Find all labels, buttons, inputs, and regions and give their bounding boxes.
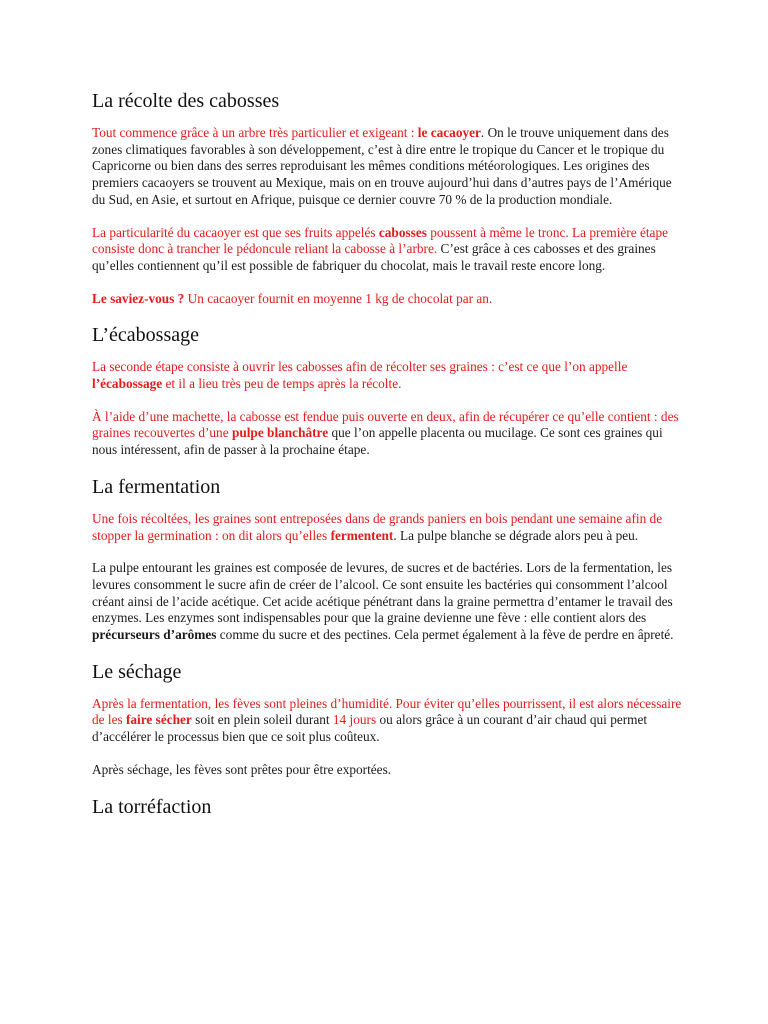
paragraph <box>92 125 682 209</box>
paragraph <box>92 359 682 392</box>
section-heading: La fermentation <box>92 475 221 498</box>
section-5 <box>92 795 682 819</box>
text-run: . La pulpe blanche se dégrade alors peu à peu. <box>393 527 639 543</box>
text-run: précurseurs d’arômes <box>92 627 217 643</box>
text-run: La seconde étape consiste à ouvrir les cabosses afin de récolter ses graines : c’est ce que l’on appelle <box>92 359 628 375</box>
text-run: Une fois récoltées, les graines sont entreposées dans de grands paniers en bois pendant une semaine afin de stopper la germination : on dit alors qu’elles <box>92 510 663 543</box>
text-run: Tout commence grâce à un arbre très particulier et exigeant : <box>92 125 418 140</box>
text-run: La particularité du cacaoyer est que ses fruits appelés <box>92 224 379 240</box>
section-heading: Le séchage <box>92 660 182 683</box>
text-run: poussent à même le tronc. La première étape consiste donc à trancher le pédoncule reliant la cabosse à l’arbre. <box>92 224 668 257</box>
text-run: cabosses <box>378 224 427 240</box>
document-body <box>92 89 682 831</box>
text-run: La pulpe entourant les graines est composée de levures, de sucres et de bactéries. Lors de la fermentation, les levures consomment le sucre afin de créer de l’alcool. Ce sont ensuite les bactéries qui consomment l’alcool créant ainsi de l’acide acétique. Cet acide acétique pénétrant dans la graine permettra d’entamer le travail des enzymes. Les enzymes sont indispensables pour que la graine devienne une fève : elle contient alors des <box>92 560 673 626</box>
section-3 <box>92 475 682 644</box>
section-heading: L’écabossage <box>92 324 199 347</box>
paragraph <box>92 762 682 779</box>
text-run: Un cacaoyer fournit en moyenne 1 kg de chocolat par an. <box>184 290 493 306</box>
section-1 <box>92 89 682 307</box>
paragraph <box>92 291 682 308</box>
paragraph <box>92 696 682 746</box>
section-4 <box>92 660 682 779</box>
text-run: fermentent <box>330 527 394 543</box>
text-run: faire sécher <box>125 712 192 728</box>
section-heading: La torréfaction <box>92 795 212 818</box>
text-run: 14 jours <box>332 712 377 728</box>
text-run: . On le trouve uniquement dans des zones climatiques favorables à son développement, c’est à dire entre le tropique du Cancer et le tropique du Capricorne ou bien dans des serres reproduisant les mêmes conditions météorologiques. Les origines des premiers cacaoyers se trouvent au Mexique, mais on en trouve aujourd’hui dans d’autres pays de l’Amérique du Sud, en Asie, et surtout en Afrique, puisque ce dernier couvre 70 % de la production mondiale. <box>92 125 672 207</box>
text-run: Après la fermentation, les fèves sont pleines d’humidité. Pour éviter qu’elles pourrissent, il est alors nécessaire de les <box>92 695 682 728</box>
text-run: que l’on appelle placenta ou mucilage. Ce sont ces graines qui nous intéressent, afin de passer à la prochaine étape. <box>92 425 663 458</box>
paragraph <box>92 409 682 459</box>
text-run: C’est grâce à ces cabosses et des graines qu’elles contiennent qu’il est possible de fabriquer du chocolat, mais le travail reste encore long. <box>92 241 656 273</box>
text-run: et il a lieu très peu de temps après la récolte. <box>162 376 402 392</box>
text-run: Le saviez-vous ? <box>92 290 185 306</box>
text-run: pulpe blanchâtre <box>231 425 329 441</box>
text-run: le cacaoyer <box>417 125 481 140</box>
text-run: ou alors grâce à un courant d’air chaud qui permet d’accélérer le processus bien que ce soit plus coûteux. <box>92 712 648 745</box>
section-2 <box>92 323 682 459</box>
paragraph <box>92 511 682 544</box>
section-heading: La récolte des cabosses <box>92 90 280 112</box>
text-run: soit en plein soleil durant <box>191 712 333 728</box>
paragraph <box>92 225 682 275</box>
text-run: l’écabossage <box>92 376 163 392</box>
paragraph <box>92 560 682 644</box>
text-run: Après séchage, les fèves sont prêtes pour être exportées. <box>92 761 392 777</box>
text-run: À l’aide d’une machette, la cabosse est fendue puis ouverte en deux, afin de récupérer ce qu’elle contient : des graines recouvertes d’une <box>92 408 679 441</box>
text-run: comme du sucre et des pectines. Cela permet également à la fève de perdre en âpreté. <box>216 627 674 643</box>
